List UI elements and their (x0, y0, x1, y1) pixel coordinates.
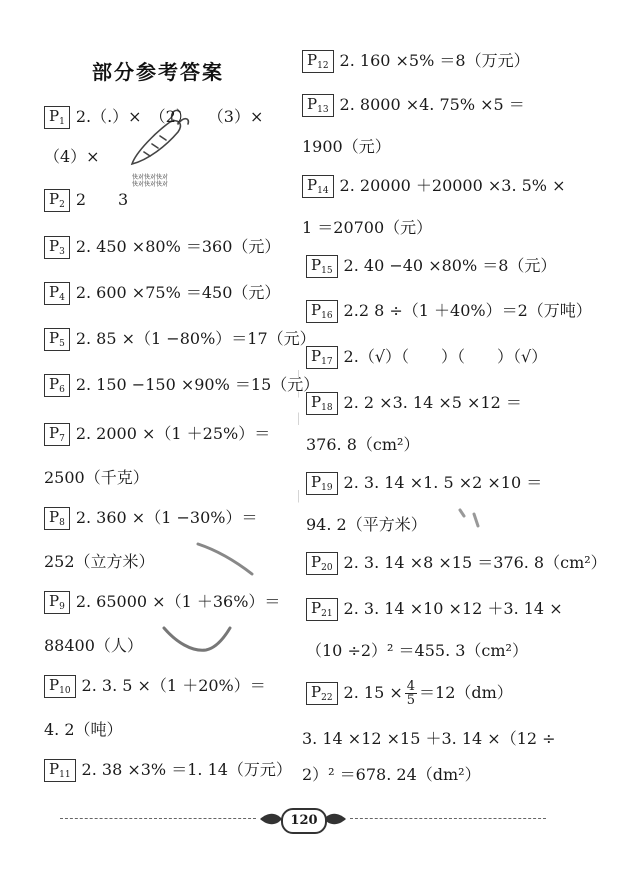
page-ref-box: $P_4$ (44, 282, 70, 305)
page-number: 120 (281, 808, 327, 834)
page-ref-box: $P_9$ (44, 591, 70, 614)
answer-p13: $P_{13}$ 2. 8000 ×4. 75% ×5 ＝ 1900（元） (302, 95, 525, 156)
page-ref-box: $P_{12}$ (302, 50, 334, 73)
answer-p1: $P_1$ 2.（.）× （2） （3）× （4）× (44, 107, 264, 166)
fraction: $\frac{4}{5}$ (406, 679, 416, 708)
page-title: 部分参考答案 (92, 60, 224, 84)
stamp-text: 快对快对快对 快对快对快对 (132, 174, 169, 189)
answer-p4: $P_4$ 2. 600 ×75% ＝450（元） (44, 282, 280, 305)
answer-p7: $P_7$ 2. 2000 ×（1 ＋25%）＝ 2500（千克） (44, 424, 271, 487)
page-ref-box: $P_8$ (44, 507, 70, 530)
page-ref-box: $P_{10}$ (44, 675, 76, 698)
footer-dash-left (60, 818, 256, 819)
page-ref-box: $P_{18}$ (306, 392, 338, 415)
page-ref-box: $P_{14}$ (302, 175, 334, 198)
answer-p12: $P_{12}$ 2. 160 ×5% ＝8（万元） (302, 50, 530, 73)
answer-p16: $P_{16}$ 2.2 8 ÷（1 ＋40%）＝2（万吨） (306, 300, 592, 323)
page-ref-box: $P_{13}$ (302, 94, 334, 117)
page-ref-box: $P_3$ (44, 236, 70, 259)
answer-p3: $P_3$ 2. 450 ×80% ＝360（元） (44, 236, 280, 259)
page-ref-box: $P_{21}$ (306, 598, 338, 621)
answer-p5: $P_5$ 2. 85 ×（1 −80%）＝17（元） (44, 328, 316, 351)
answer-p11: $P_{11}$ 2. 38 ×3% ＝1. 14（万元） (44, 759, 292, 782)
answer-p8: $P_8$ 2. 360 ×（1 −30%）＝ 252（立方米） (44, 508, 258, 571)
column-divider (298, 40, 299, 780)
answer-p20: $P_{20}$ 2. 3. 14 ×8 ×15 ＝376. 8（cm²） (306, 552, 607, 575)
answer-p10: $P_{10}$ 2. 3. 5 ×（1 ＋20%）＝ 4. 2（吨） (44, 676, 266, 739)
answer-p22: $P_{22}$ 2. 15 × $\frac{4}{5}$ ＝12（dm） 3. 14 ×12 ×15 ＋3. 14 ×（12 ÷ 2）² ＝678. 24（dm²） (302, 679, 556, 784)
page-ref-box: $P_{16}$ (306, 300, 338, 323)
answer-p15: $P_{15}$ 2. 40 −40 ×80% ＝8（元） (306, 255, 556, 278)
answer-p18: $P_{18}$ 2. 2 ×3. 14 ×5 ×12 ＝ 376. 8（cm²） (306, 393, 522, 454)
page-ref-box: $P_1$ (44, 106, 70, 129)
page-ref-box: $P_{19}$ (306, 472, 338, 495)
answer-p21: $P_{21}$ 2. 3. 14 ×10 ×12 ＋3. 14 × （10 ÷2）² ＝455. 3（cm²） (306, 599, 563, 660)
answer-p2: $P_2$ 2 3 (44, 189, 128, 212)
page-ref-box: $P_6$ (44, 374, 70, 397)
footer-dash-right (350, 818, 546, 819)
page-ref-box: $P_{17}$ (306, 346, 338, 369)
answer-p14: $P_{14}$ 2. 20000 ＋20000 ×3. 5% × 1 ＝20700（元） (302, 176, 566, 237)
page-ref-box: $P_7$ (44, 423, 70, 446)
answer-p6: $P_6$ 2. 150 −150 ×90% ＝15（元） (44, 374, 319, 397)
page-ref-box: $P_{20}$ (306, 552, 338, 575)
answer-p17: $P_{17}$ 2.（√）（ ）（ ）（√） (306, 346, 547, 369)
answer-p19: $P_{19}$ 2. 3. 14 ×1. 5 ×2 ×10 ＝ 94. 2（平方米） (306, 473, 543, 534)
page-ref-box: $P_2$ (44, 189, 70, 212)
page-ref-box: $P_{15}$ (306, 255, 338, 278)
page-ref-box: $P_5$ (44, 328, 70, 351)
page-ref-box: $P_{22}$ (306, 682, 338, 705)
answer-p9: $P_9$ 2. 65000 ×（1 ＋36%）＝ 88400（人） (44, 592, 281, 655)
page-ref-box: $P_{11}$ (44, 759, 76, 782)
